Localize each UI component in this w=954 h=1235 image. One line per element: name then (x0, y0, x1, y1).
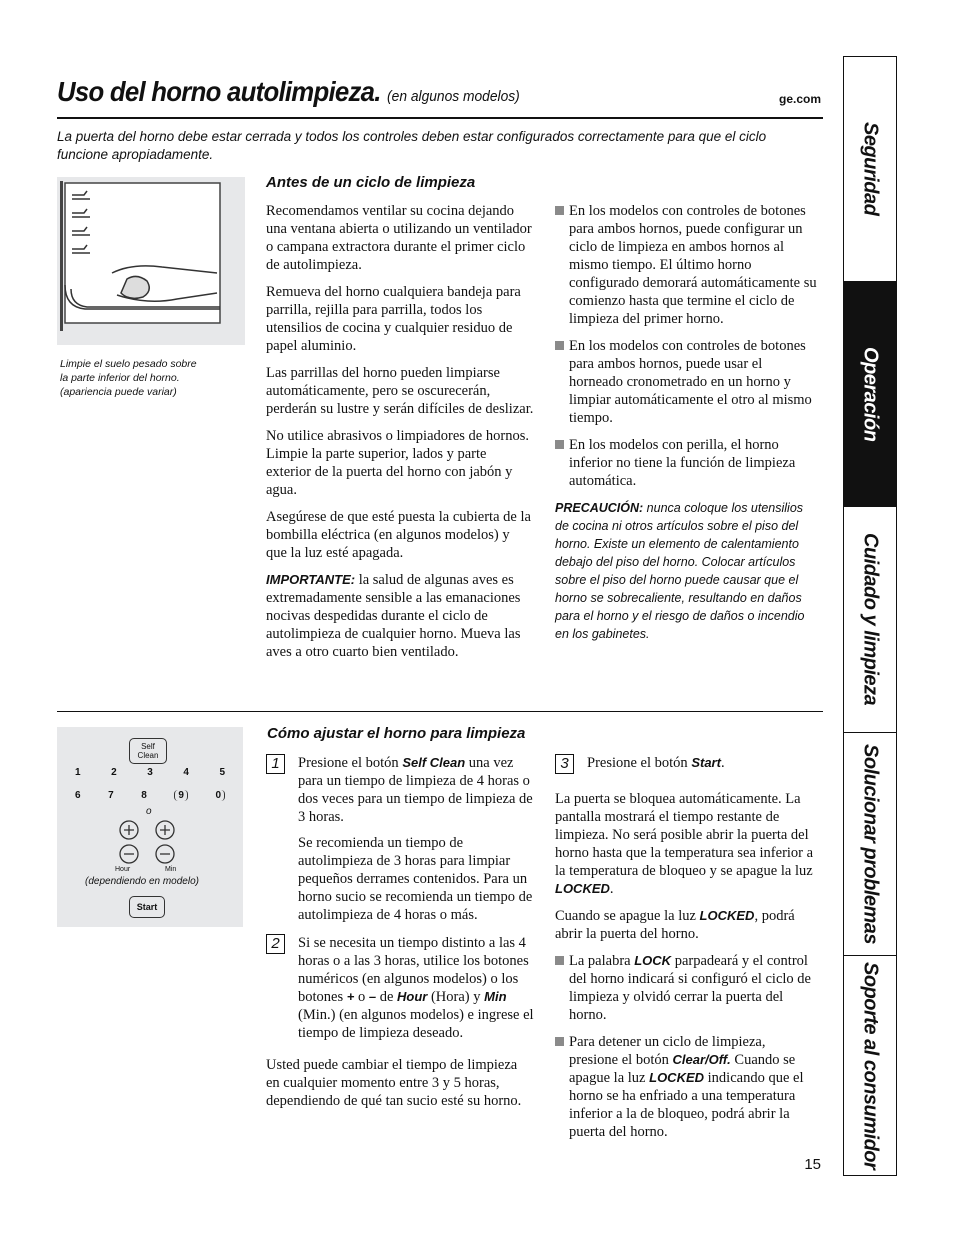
important-label: IMPORTANTE: (266, 572, 356, 587)
key-5: 5 (219, 767, 225, 778)
key-4: 4 (183, 767, 189, 778)
number-row-2 (75, 790, 225, 801)
important-note (266, 571, 534, 661)
how-to-clean-left-column (266, 754, 534, 1110)
tab-seguridad[interactable] (844, 57, 896, 282)
tab-operacion[interactable] (844, 282, 896, 507)
text: La puerta se bloquea automáticamente. La pantalla mostrará el tiempo restante de limpieza. No será posible abrir la puerta del horno hasta que la temperatura sea inferior a la temperatura de bloqueo y se apague la luz (555, 791, 814, 879)
text: Cuando se apague la luz (569, 1052, 796, 1086)
step-text: (Min.) (en algunos modelos) e ingrese el tiempo de limpieza deseado. (298, 1007, 534, 1041)
paragraph: No utilice abrasivos o limpiadores de hornos. Limpie la parte superior, lados y parte exterior de la puerta del horno con jabón y agua. (266, 428, 529, 498)
bullet-item: En los modelos con controles de botones para ambos hornos, puede configurar un ciclo de limpieza en ambos hornos al mismo tiempo. El último horno configurado demorará automáticamente su comienzo hasta que termine el ciclo de limpieza del primer horno. (555, 202, 817, 328)
self-clean-label-2: Clean (137, 751, 159, 760)
key-8: 8 (141, 790, 147, 801)
caution-note (555, 499, 817, 643)
text: parpadeará y el control del horno indicará si configuró el ciclo de limpieza y olvidó cerrar la puerta del horno. (569, 953, 811, 1023)
hour-label: Hour (115, 866, 131, 873)
minus-keyword: – (368, 989, 377, 1004)
step-3 (555, 754, 817, 772)
number-row-1 (75, 767, 225, 778)
text: indicando que el horno se ha enfriado a una temperatura inferior a la de bloqueo, podrá abrir la puerta del horno. (569, 1070, 804, 1140)
step-text: Presione el botón (298, 755, 403, 771)
locked-keyword: LOCKED (555, 881, 610, 896)
control-panel-illustration (57, 727, 243, 927)
step-text: Presione el botón (587, 755, 692, 771)
or-label: o (146, 806, 152, 817)
locked-keyword: LOCKED (699, 908, 755, 923)
tab-label: Seguridad (859, 122, 882, 216)
hour-keyword: Hour (397, 989, 428, 1004)
important-text: la salud de algunas aves es extremadamente sensible a las emanaciones nocivas despedidas durante el ciclo de autolimpieza de cualquier horno. Mueva las aves a otro cuarto bien ventilado. (266, 572, 521, 660)
paragraph (555, 907, 817, 943)
text: La palabra (569, 953, 635, 969)
step-text: de (376, 989, 397, 1005)
site-url: ge.com (778, 92, 821, 106)
key-1: 1 (75, 767, 81, 778)
section-heading-before-cleaning: Antes de un ciclo de limpieza (266, 174, 476, 191)
bullet-item: En los modelos con controles de botones para ambos hornos, puede usar el horneado cronometrado en un horno y limpiar automáticamente el otro al mismo tiempo. (555, 337, 817, 427)
section-divider (57, 711, 823, 712)
step-number: 1 (266, 754, 285, 774)
intro-text: La puerta del horno debe estar cerrada y todos los controles deben estar configurados correctamente para que el ciclo funcione apropiadamente. (57, 129, 767, 162)
tab-label: Operación (859, 346, 882, 442)
illustration-caption (60, 357, 245, 399)
bullet-item (555, 1033, 817, 1141)
section-tabs (843, 56, 897, 1176)
caption-line: (apariencia puede variar) (60, 386, 177, 398)
step-text: . (720, 755, 725, 771)
start-button: Start (129, 896, 165, 918)
step-number: 2 (266, 934, 285, 954)
key-6: 6 (75, 790, 81, 801)
how-to-clean-right-column (555, 754, 817, 1150)
page-number: 15 (804, 1156, 821, 1173)
paragraph: Remueva del horno cualquiera bandeja para parrilla, rejilla para parrilla, todos los utensilios de cocina y cualquier residuo de papel aluminio. (266, 284, 521, 354)
self-clean-keyword: Self Clean (402, 755, 466, 770)
caption-line: la parte inferior del horno. (60, 372, 180, 384)
self-clean-label-1: Self (141, 742, 155, 751)
plus-minus-buttons (117, 820, 181, 866)
step-text: una vez para un tiempo de limpieza de 4 horas o dos veces para un tiempo de limpieza de 3 horas. (298, 755, 533, 825)
plus-keyword: + (346, 989, 355, 1004)
min-label: Min (165, 866, 177, 873)
tab-cuidado-y-limpieza[interactable] (844, 507, 896, 733)
text: Para detener un ciclo de limpieza, presione el botón (569, 1034, 766, 1068)
panel-caption: (dependiendo en modelo) (85, 876, 199, 887)
step-2 (266, 934, 534, 1042)
hand-wiping-oven-icon (57, 177, 245, 345)
key-0: 0 (215, 790, 225, 801)
before-cleaning-left-column (266, 202, 534, 670)
key-9: 9 (174, 790, 188, 801)
oven-cleaning-illustration (57, 177, 245, 345)
locked-keyword: LOCKED (649, 1070, 705, 1085)
step-note: Se recomienda un tiempo de autolimpieza de 3 horas para limpiar pequeños derrames contenidos. Para un horno sucio se recomienda un tiempo de autolimpieza de 4 horas o más. (298, 835, 533, 923)
paragraph: Usted puede cambiar el tiempo de limpieza en cualquier momento entre 3 y 5 horas, dependiendo de qué tan sucio esté su horno. (266, 1057, 522, 1109)
title-text: Uso del horno autolimpieza. (57, 76, 381, 107)
before-cleaning-right-column (555, 202, 817, 643)
key-7: 7 (108, 790, 114, 801)
paragraph (555, 790, 817, 898)
tab-soporte-al-consumidor[interactable] (844, 956, 896, 1175)
header-rule (57, 117, 823, 119)
page-title (57, 76, 520, 108)
step-number: 3 (555, 754, 574, 774)
self-clean-button (129, 738, 167, 764)
step-1 (266, 754, 534, 924)
lock-keyword: LOCK (634, 953, 672, 968)
caution-label: PRECAUCIÓN: (555, 501, 644, 515)
paragraph: Asegúrese de que esté puesta la cubierta de la bombilla eléctrica (en algunos modelos) y que la luz esté apagada. (266, 509, 531, 561)
clear-off-keyword: Clear/Off. (672, 1052, 731, 1067)
caption-line: Limpie el suelo pesado sobre (60, 358, 197, 370)
bullet-item: En los modelos con perilla, el horno inferior no tiene la función de limpieza automática. (555, 436, 817, 490)
tab-label: Soporte al consumidor (859, 961, 882, 1170)
tab-solucionar-problemas[interactable] (844, 733, 896, 956)
start-keyword: Start (691, 755, 721, 770)
bullet-item (555, 952, 817, 1024)
key-2: 2 (111, 767, 117, 778)
step-text: o (354, 989, 369, 1005)
tab-label: Cuidado y limpieza (859, 533, 882, 706)
tab-label: Solucionar problemas (859, 743, 882, 945)
text: Cuando se apague la luz (555, 908, 700, 924)
section-heading-how-to-clean: Cómo ajustar el horno para limpieza (267, 725, 526, 742)
title-subtitle: (en algunos modelos) (387, 88, 520, 105)
min-keyword: Min (484, 989, 507, 1004)
step-text: Si se necesita un tiempo distinto a las 4 horas o a las 3 horas, utilice los botones numéricos (en algunos modelos) o los botones (298, 935, 529, 1005)
step-text: (Hora) y (427, 989, 485, 1005)
text: . (609, 881, 614, 897)
paragraph: Las parrillas del horno pueden limpiarse automáticamente, pero se oscurecerán, perderán su lustre y serán difíciles de deslizar. (266, 365, 534, 417)
caution-text: nunca coloque los utensilios de cocina ni otros artículos sobre el piso del horno. Existe un elemento de calentamiento debajo del piso del horno. Colocar artículos sobre el piso del horno puede causar que el horno se sobrecaliente, resultando en daños para el horno y el riesgo de daños o incendio en los gabinetes. (555, 501, 805, 641)
text: , podrá abrir la puerta del horno. (555, 908, 795, 942)
paragraph: Recomendamos ventilar su cocina dejando una ventana abierta o utilizando un ventilador o campana extractora durante el primer ciclo de autolimpieza. (266, 203, 532, 273)
key-3: 3 (147, 767, 153, 778)
